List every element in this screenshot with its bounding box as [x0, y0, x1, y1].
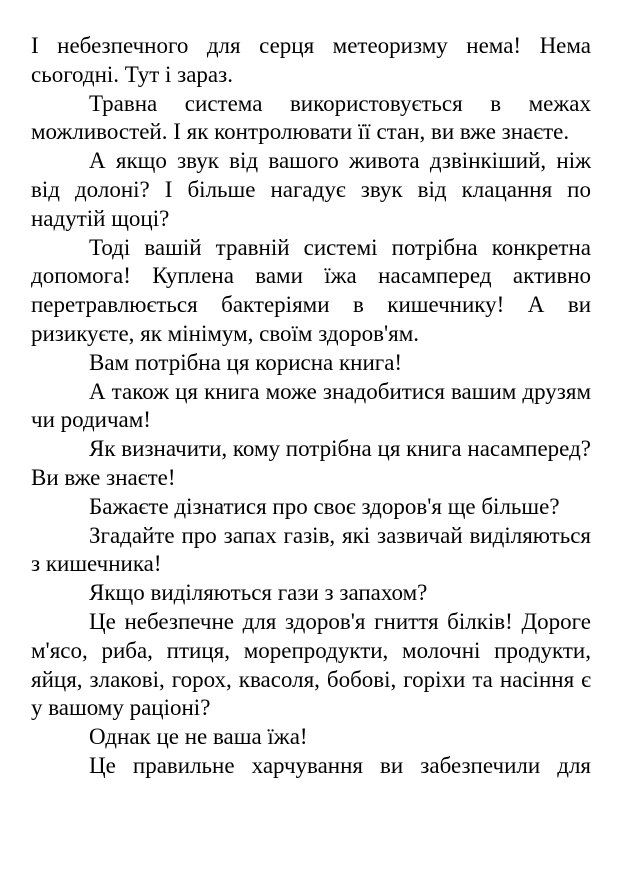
paragraph-10: Якщо виділяються гази з запахом? — [89, 580, 428, 606]
paragraph-7: Як визначити, кому потрібна ця книга насамперед? Ви вже знаєте! — [31, 436, 591, 490]
paragraph-4: Тоді вашій травній системі потрібна конкретна допомога! Куплена вами їжа насамперед активно перетравлюється бактеріями в кишечнику! А ви ризикуєте, як мінімум, своїм здоров'ям. — [31, 234, 591, 346]
paragraph-2: Травна система використовується в межах можливостей. І як контролювати її стан, ви вже знаєте. — [31, 90, 591, 145]
paragraph-8: Бажаєте дізнатися про своє здоров'я ще більше? — [89, 493, 560, 519]
paragraph-5: Вам потрібна ця корисна книга! — [89, 349, 403, 375]
paragraph-3: А якщо звук від вашого живота дзвінкіший, ніж від долоні? І більше нагадує звук від клацання по надутій щоці? — [31, 148, 591, 231]
document-page — [31, 32, 591, 781]
paragraph-12: Однак це не ваша їжа! — [89, 724, 308, 750]
paragraph-9: Згадайте про запах газів, які зазвичай виділяються з кишечника! — [31, 522, 591, 577]
paragraph-13: Це правильне харчування ви забезпечили для — [89, 752, 591, 778]
paragraph-6: А також ця книга може знадобитися вашим друзям чи родичам! — [31, 378, 591, 433]
paragraph-1: І небезпечного для серця метеоризму нема! Нема сьогодні. Тут і зараз. — [31, 33, 591, 87]
paragraph-11: Це небезпечне для здоров'я гниття білків! Дороге м'ясо, риба, птиця, морепродукти, молочні продукти, яйця, злакові, горох, квасоля, бобові, горіхи та насіння є у вашому раціоні? — [31, 608, 591, 721]
